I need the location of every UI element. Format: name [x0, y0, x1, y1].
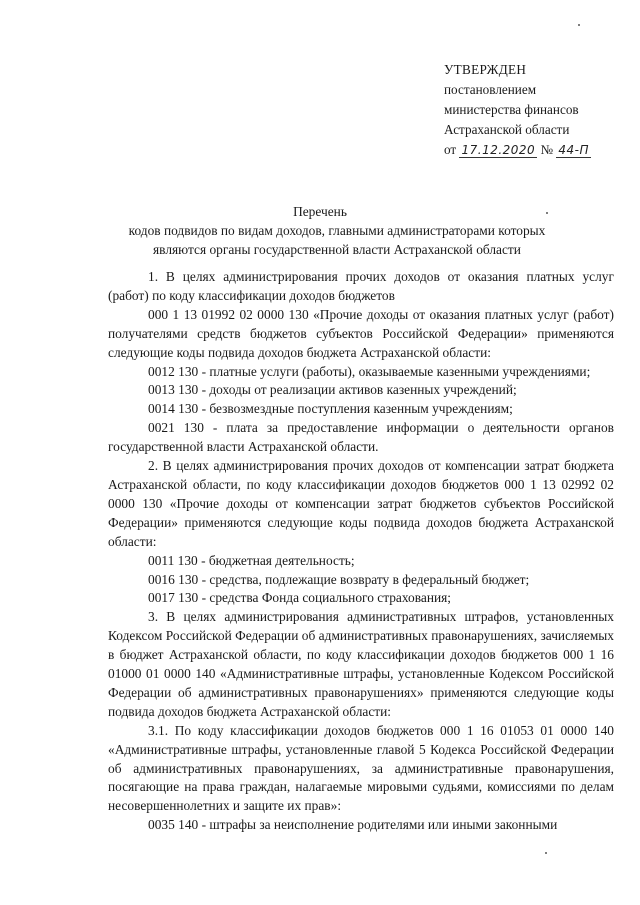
paragraph: 3. В целях администрирования административных штрафов, установленных Кодексом Российской Федерации об административных правонарушениях, зачисляемых в бюджет Астраханской области, по коду классификации доходов бюджетов 000 1 16 01000 01 0000 140 «Административные штрафы, установленные Кодексом Российской Федерации об административных правонарушениях» применяются следующие коды подвида доходов бюджета Астраханской области:	[108, 609, 614, 719]
document-subtitle: кодов подвидов по видам доходов, главными администраторами которых являются органы государственной власти Астраханской области	[128, 223, 546, 257]
date-prefix: от	[444, 142, 457, 157]
stamp-line: Астраханской области	[444, 122, 570, 137]
paragraph: 2. В целях администрирования прочих доходов от компенсации затрат бюджета Астраханской области, по коду классификации доходов бюджетов 000 1 13 02992 02 0000 130 «Прочие доходы от компенсации затрат бюджетов субъектов Российской Федерации» применяются следующие коды подвида доходов бюджета Астраханской области:	[108, 458, 614, 549]
scan-speck	[545, 852, 547, 854]
handwritten-number: 44-П	[558, 143, 590, 157]
paragraph: 0013 130 - доходы от реализации активов казенных учреждений;	[148, 382, 517, 398]
stamp-title: УТВЕРЖДЕН	[444, 62, 527, 77]
paragraph: 0021 130 - плата за предоставление информации о деятельности органов государственной власти Астраханской области.	[108, 420, 614, 455]
paragraph: 1. В целях администрирования прочих доходов от оказания платных услуг (работ) по коду классификации доходов бюджетов	[108, 269, 614, 303]
document-body	[108, 268, 614, 835]
handwritten-date: 17.12.2020	[461, 143, 536, 157]
paragraph: 0011 130 - бюджетная деятельность;	[148, 552, 355, 568]
scan-speck	[546, 212, 548, 214]
paragraph: 0017 130 - средства Фонда социального страхования;	[148, 590, 452, 606]
approval-stamp	[444, 60, 591, 160]
stamp-line: министерства финансов	[444, 102, 579, 117]
paragraph: 0012 130 - платные услуги (работы), оказываемые казенными учреждениями;	[148, 363, 591, 379]
number-prefix: №	[540, 142, 554, 157]
stamp-line: постановлением	[444, 82, 537, 97]
stamp-date-line	[444, 140, 591, 160]
paragraph: 000 1 13 01992 02 0000 130 «Прочие доходы от оказания платных услуг (работ) получателями средств бюджетов субъектов Российской Федерации» применяются следующие коды подвида доходов бюджета Астраханской области:	[108, 306, 614, 360]
paragraph: 0014 130 - безвозмездные поступления казенным учреждениям;	[148, 401, 513, 417]
document-title: Перечень	[293, 204, 347, 219]
paragraph: 3.1. По коду классификации доходов бюджетов 000 1 16 01053 01 0000 140 «Административные штрафы, установленные главой 5 Кодекса Российской Федерации об административных правонарушениях, за административные правонарушения, посягающие на права граждан, налагаемые мировыми судьями, комиссиями по делам несовершеннолетних и защите их прав»:	[108, 722, 614, 814]
paragraph: 0016 130 - средства, подлежащие возврату в федеральный бюджет;	[148, 571, 530, 587]
scan-speck	[578, 24, 580, 26]
paragraph: 0035 140 - штрафы за неисполнение родителями или иными законными	[148, 817, 558, 833]
